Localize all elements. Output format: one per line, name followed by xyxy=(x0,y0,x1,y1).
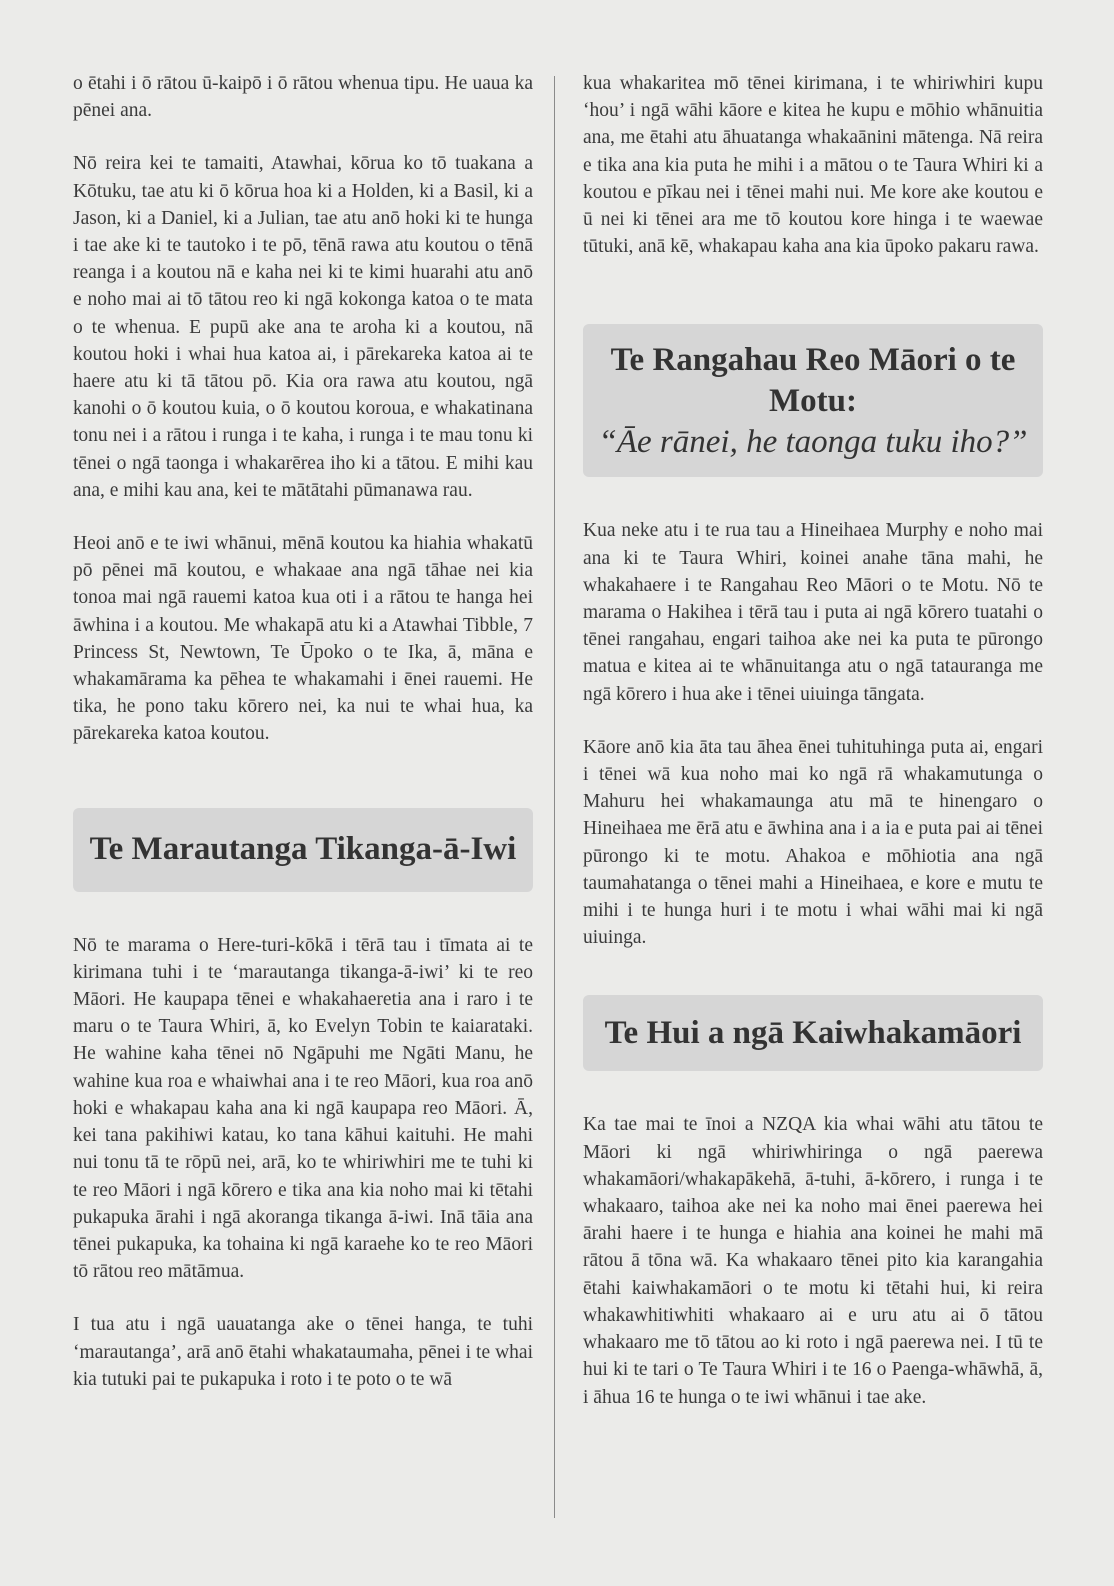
section-heading-rangahau xyxy=(583,324,1043,477)
paragraph: I tua atu i ngā uauatanga ake o tēnei hanga, te tuhi ‘marautanga’, arā anō ētahi whakataumaha, pēnei i te whai kia tutuki pai te pukapuka i roto i te poto o te wā xyxy=(73,1314,533,1390)
paragraph: Kāore anō kia āta tau āhea ēnei tuhituhinga puta ai, engari i tēnei wā kua noho mai ko ngā rā whakamutunga o Mahuru hei whakamaunga atu mā te hinengaro o Hineihaea me ērā atu e āwhina ana i a ia e puta pai ai tēnei pūrongo ki te motu. Ahakoa e mōhiotia ana ngā taumahatanga o tēnei mahi a Hineihaea, e kore e mutu te mihi i te hunga huri i te motu i whai wāhi mai ki ngā uiuinga. xyxy=(583,736,1043,949)
column-divider xyxy=(554,76,555,1518)
paragraph: Ka tae mai te īnoi a NZQA kia whai wāhi atu tātou te Māori ki ngā whiriwhiringa o ngā paerewa whakamāori/whakapākehā, ā-tuhi, ā-kōrero, i runga i te whakaaro, taihoa ake nei ka noho mai ēnei paerewa hei ārahi haere i te hunga e hiahia ana koinei he mahi mā rātou ā tōna wā. Ka whakaaro tēnei pito kia karangahia ētahi kaiwhakamāori o te motu ki tētahi hui, ki reira whakawhitiwhiti whakaaro ai e uru atu ai ō tātou whakaaro me tō tātou ao ki roto i ngā paerewa nei. I tū te hui ki te tari o Te Taura Whiri i te 16 o Paenga-whāwhā, ā, i āhua 16 te hunga o te iwi whānui i tae ake. xyxy=(583,1114,1043,1408)
section-heading-marautanga xyxy=(73,808,533,892)
paragraph: o ētahi i ō rātou ū-kaipō i ō rātou whenua tipu. He uaua ka pēnei ana. xyxy=(73,73,533,122)
paragraph: Nō te marama o Here-turi-kōkā i tērā tau i tīmata ai te kirimana tuhi i te ‘marautanga tikanga-ā-iwi’ ki te reo Māori. He kaupapa tēnei e whakahaeretia ana i raro i te maru o te Taura Whiri, ā, ko Evelyn Tobin te kaiarataki. He wahine kaha tēnei nō Ngāpuhi me Ngāti Manu, he wahine kua roa e whaiwhai ana i te reo Māori, kua roa anō hoki e whakapau kaha ana ki ngā kaupapa reo Māori. Ā, kei tana pakihiwi katau, ko tana kāhui kaituhi. He mahi nui tonu tā te rōpū nei, arā, ko te whiriwhiri me te tuhi ki te reo Māori i ngā kōrero e tika ana kia noho mai ki tētahi pukapuka ārahi i ngā akoranga tikanga ā-iwi. Inā tāia ana tēnei pukapuka, ka tohaina ki ngā karaehe ko te reo Māori tō rātou reo mātāmua. xyxy=(73,934,533,1283)
paragraph: Kua neke atu i te rua tau a Hineihaea Murphy e noho mai ana ki te Taura Whiri, koinei anahe tāna mahi, he whakahaere i te Rangahau Reo Māori o te Motu. Nō te marama o Hakihea i tērā tau i puta ai ngā kōrero tuatahi o tēnei rangahau, engari taihoa ake nei ka puta te pūrongo matua e kitea ai te whānuitanga atu o ngā tatauranga me ngā kōrero i hua ake i tēnei uiuinga tāngata. xyxy=(583,520,1043,705)
section-heading-subtitle: “Āe rānei, he taonga tuku iho?” xyxy=(598,424,1028,461)
section-heading-text: Te Rangahau Reo Māori o te Motu: xyxy=(610,342,1016,420)
left-column xyxy=(73,70,533,1393)
right-column xyxy=(583,70,1043,1411)
paragraph: kua whakaritea mō tēnei kirimana, i te whiriwhiri kupu ‘hou’ i ngā wāhi kāore e kitea he kupu e mōhio whānuitia ana, me ētahi atu āhuatanga whakaānini mātenga. Nā reira e tika ana kia puta he mihi i a mātou o te Taura Whiri ki a koutou e pīkau nei i tēnei mahi nui. Me kore ake koutou e ū nei ki tēnei ara me tō koutou kore hinga i te waewae tūtuki, anā kē, whakapau kaha ana kia ūpoko pakaru rawa. xyxy=(583,73,1043,258)
section-heading-kaiwhakamaori xyxy=(583,995,1043,1071)
section-heading-text: Te Hui a ngā Kaiwhakamāori xyxy=(604,1014,1022,1051)
paragraph: Nō reira kei te tamaiti, Atawhai, kōrua ko tō tuakana a Kōtuku, tae atu ki ō kōrua hoa ki a Holden, ki a Basil, ki a Jason, ki a Daniel, ki a Julian, tae atu anō hoki ki te hunga i tae ake ki te tautoko i te pō, tēnā rawa atu koutou o tēnā reanga i a koutou nā e kaha nei ki te kimi huarahi atu anō e noho mai ai tō tātou reo ki ngā kokonga katoa o te mata o te whenua. E pupū ake ana te aroha ki a koutou, nā koutou hoki i whai hua katoa ai, i pārekareka katoa ai te haere atu ki tā tātou pō. Kia ora rawa atu koutou, ngā kanohi o ō koutou kuia, o ō koutou koroua, e whakatinana tonu nei i a rātou i runga i te kaha, i runga i te mau tonu ki tēnei o ngā taonga i whakarērea iho ki a tātou. E mihi kau ana, e mihi kau ana, kei te mātātahi pūmanawa rau. xyxy=(73,153,533,501)
paragraph: Heoi anō e te iwi whānui, mēnā koutou ka hiahia whakatū pō pēnei mā koutou, e whakaae ana ngā tāhae nei kia tonoa mai ngā rauemi katoa kua oti i a rātou te hanga hei āwhina i a koutou. Me whakapā atu ki a Atawhai Tibble, 7 Princess St, Newtown, Te Ūpoko o te Ika, ā, māna e whakamārama ka pēhea te whakamahi i ēnei rauemi. He tika, he pono taku kōrero nei, ka nui te whai hua, ka pārekareka katoa koutou. xyxy=(73,533,533,745)
section-heading-text: Te Marautanga Tikanga-ā-Iwi xyxy=(89,831,517,868)
